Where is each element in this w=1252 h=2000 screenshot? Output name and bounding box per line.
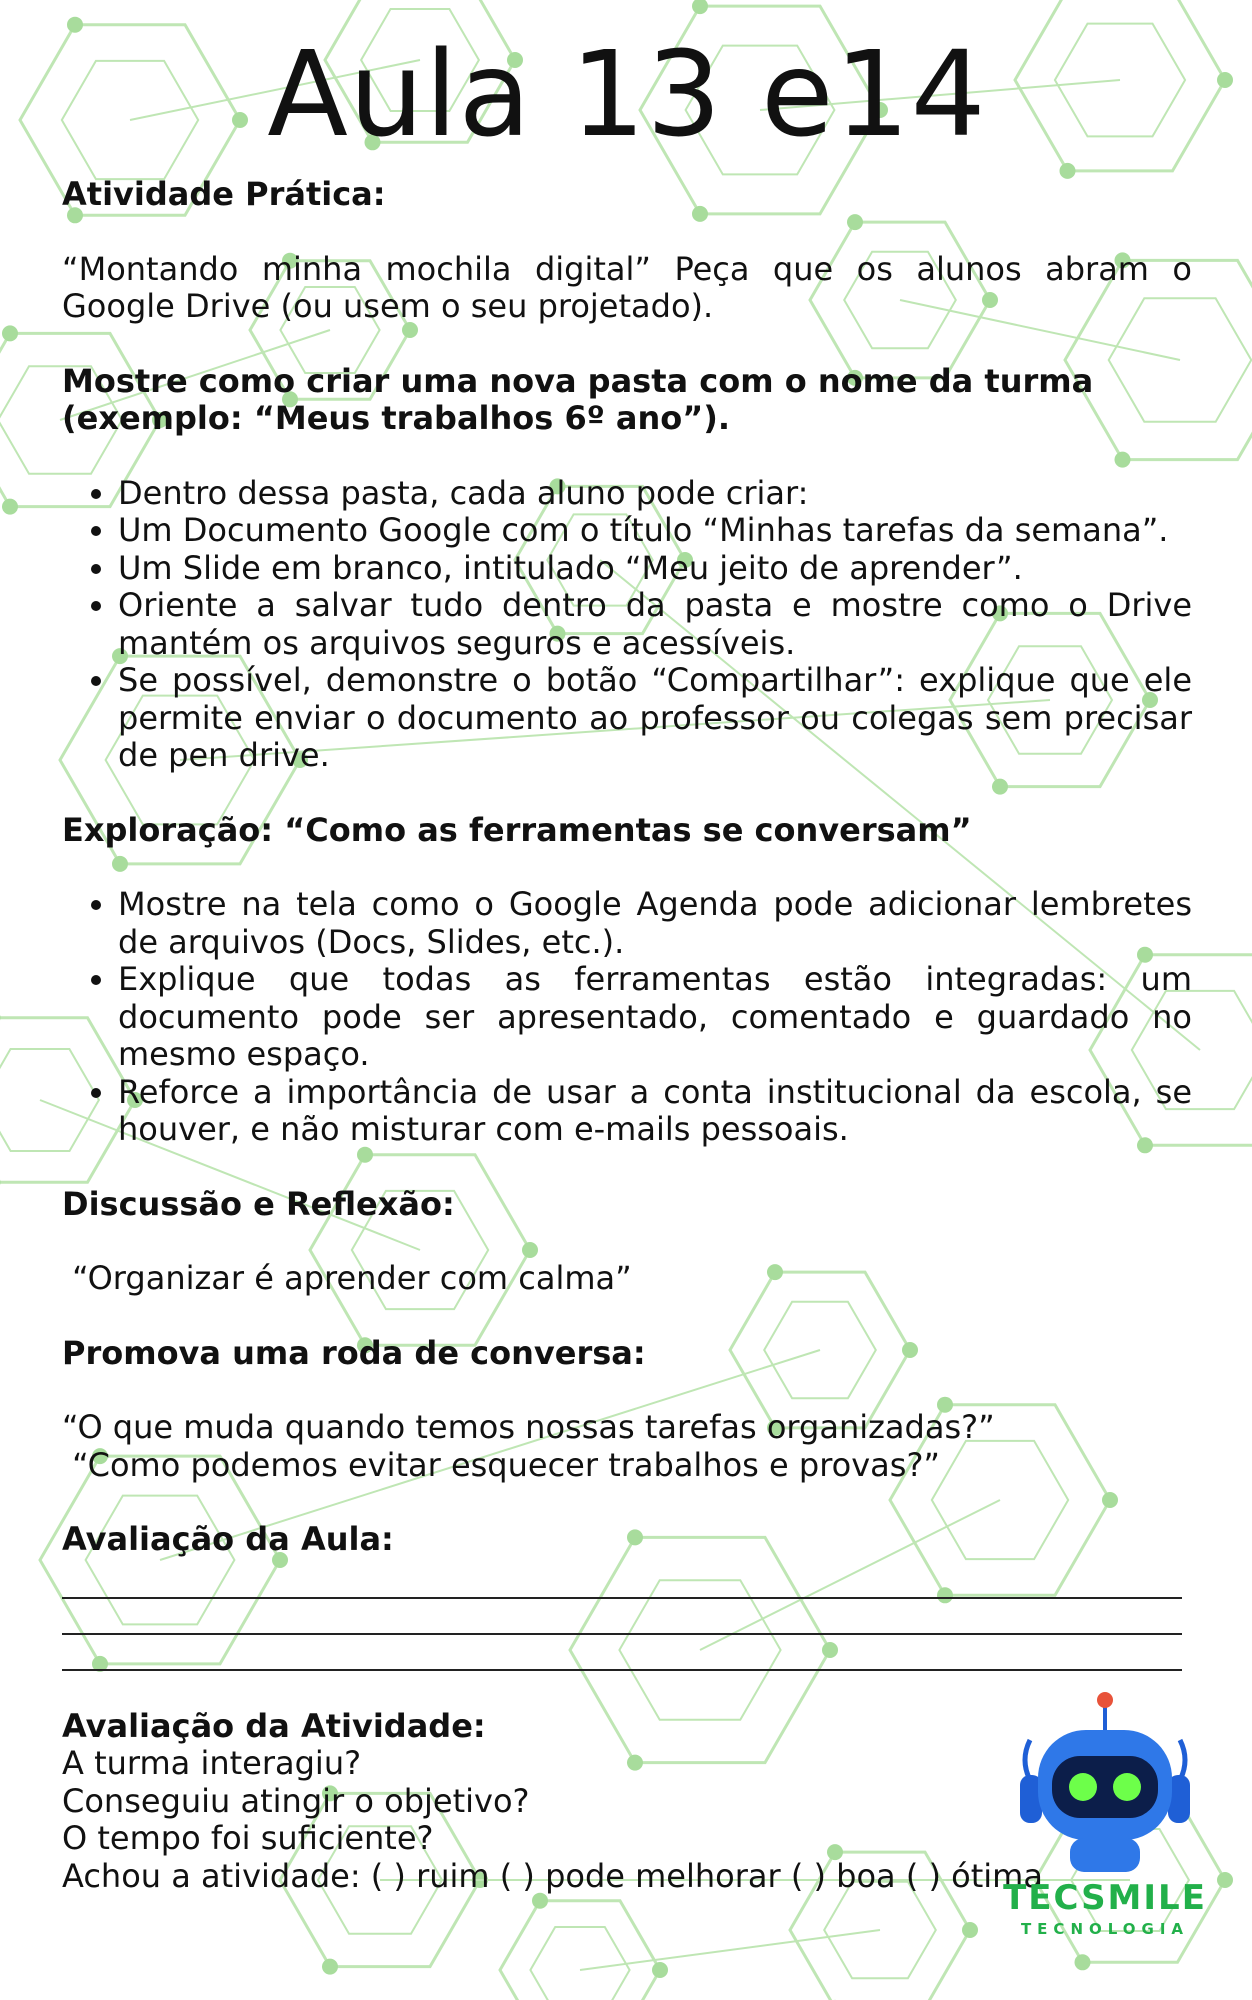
pasta-text: Mostre como criar uma nova pasta com o nome da turma (exemplo: “Meus trabalhos 6º ano”).	[62, 361, 1094, 437]
hexagon-decoration	[530, 1927, 629, 2000]
avaliacao-item: A turma interagiu?	[62, 1744, 362, 1782]
roda-questions	[62, 1409, 1192, 1484]
pattern-dot	[2, 499, 18, 515]
pattern-dot	[532, 1893, 548, 1909]
pattern-dot	[0, 1010, 1, 1026]
roda-heading: Promova uma roda de conversa:	[62, 1333, 646, 1372]
exploracao-heading: Exploração: “Como as ferramentas se conversam”	[62, 810, 972, 849]
logo-name: TECSMILE	[1003, 1878, 1207, 1918]
avaliacao-atividade-heading: Avaliação da Atividade:	[62, 1706, 486, 1745]
list-item: • Dentro dessa pasta, cada aluno pode criar:	[118, 475, 1192, 513]
tecsmile-logo	[990, 1690, 1220, 1960]
atividade-heading: Atividade Prática:	[62, 175, 386, 213]
list-item: • Oriente a salvar tudo dentro da pasta e mostre como o Drive mantém os arquivos seguros e acessíveis.	[118, 587, 1192, 662]
pattern-dot	[652, 1962, 668, 1978]
atividade-list	[62, 475, 1192, 775]
answer-line	[62, 1563, 1182, 1599]
pattern-dot	[0, 1174, 1, 1190]
list-item: • Explique que todas as ferramentas estão integradas: um documento pode ser apresentado, comentado e guardado no mesmo espaço.	[118, 961, 1192, 1074]
logo-tagline: TECNOLOGIA	[1020, 1920, 1190, 1938]
avaliacao-item: Achou a atividade: ( ) ruim ( ) pode melhorar ( ) boa ( ) ótima	[62, 1856, 1043, 1895]
pattern-dot	[322, 1959, 338, 1975]
list-item: • Um Documento Google com o título “Minhas tarefas da semana”.	[118, 512, 1192, 550]
avaliacao-item: O tempo foi suficiente?	[62, 1819, 434, 1857]
worksheet-content	[62, 24, 1192, 1895]
avaliacao-aula-heading: Avaliação da Aula:	[62, 1520, 394, 1558]
page-title: Aula 13 e14	[267, 25, 987, 163]
discussao-quote: “Organizar é aprender com calma”	[62, 1259, 632, 1297]
pattern-dot	[2, 325, 18, 341]
discussao-heading: Discussão e Reflexão:	[62, 1184, 455, 1223]
answer-line	[62, 1635, 1182, 1671]
hexagon-decoration	[500, 1901, 660, 2000]
answer-line	[62, 1599, 1182, 1635]
roda-question: “Como podemos evitar esquecer trabalhos e provas?”	[62, 1445, 940, 1484]
list-item: • Reforce a importância de usar a conta institucional da escola, se houver, e não misturar com e-mails pessoais.	[118, 1074, 1192, 1149]
pattern-dot	[962, 1922, 978, 1938]
answer-lines	[62, 1563, 1192, 1671]
roda-question: “O que muda quando temos nossas tarefas organizadas?”	[62, 1408, 995, 1446]
list-item: • Um Slide em branco, intitulado “Meu jeito de aprender”.	[118, 550, 1192, 588]
pattern-dot	[692, 0, 708, 14]
pattern-dot	[1217, 72, 1233, 88]
atividade-text: “Montando minha mochila digital” Peça que os alunos abram o Google Drive (ou usem o seu projetado).	[62, 249, 1192, 325]
avaliacao-item: Conseguiu atingir o objetivo?	[62, 1781, 530, 1820]
robot-icon	[990, 1690, 1220, 1880]
list-item: • Se possível, demonstre o botão “Compartilhar”: explique que ele permite enviar o documento ao professor ou colegas sem precisar de pen drive.	[118, 662, 1192, 775]
exploracao-list	[62, 886, 1192, 1149]
list-item: • Mostre na tela como o Google Agenda pode adicionar lembretes de arquivos (Docs, Slides, etc.).	[118, 886, 1192, 961]
